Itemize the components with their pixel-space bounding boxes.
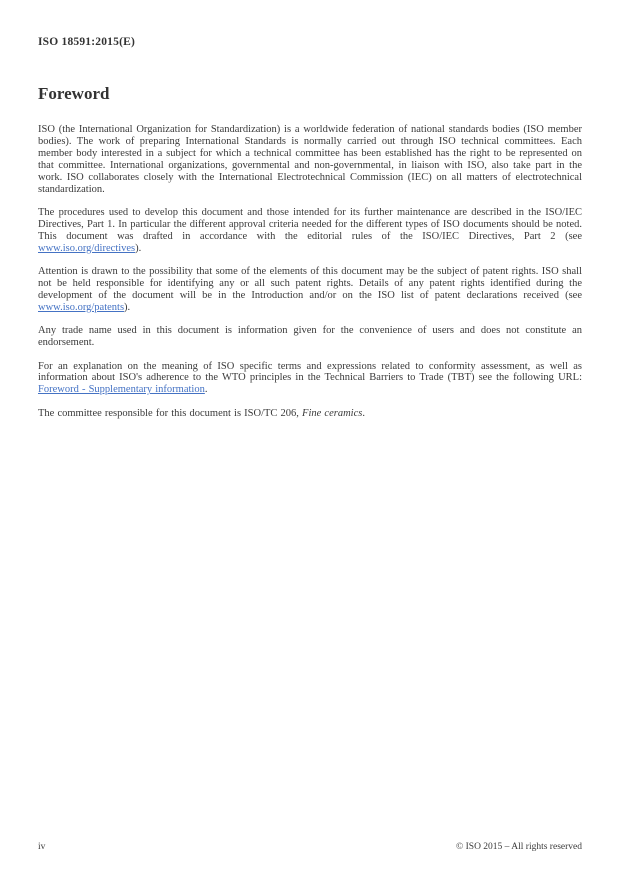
- paragraph-text: Attention is drawn to the possibility that some of the elements of this document may be the subject of patent rights. ISO shall not be held responsible for identifying any or all such patent rights. Details of any patent rights identified during the development of the document will be in the Introduction and/or on the ISO list of patent declarations received (see: [38, 266, 582, 301]
- paragraph-committee: [38, 408, 582, 420]
- paragraph-text: For an explanation on the meaning of ISO specific terms and expressions related to conformity assessment, as well as information about ISO's adherence to the WTO principles in the Technical Barriers to Trade (TBT) see the following URL:: [38, 360, 582, 384]
- paragraph-text: The committee responsible for this document is ISO/TC 206,: [38, 407, 303, 419]
- link-iso-directives[interactable]: www.iso.org/directives: [38, 242, 136, 254]
- page-title: Foreword: [38, 84, 110, 103]
- paragraph-text: ISO (the International Organization for Standardization) is a worldwide federation of national standards bodies (ISO member bodies). The work of preparing International Standards is normally carried out through ISO technical committees. Each member body interested in a subject for which a technical committee has been established has the right to be represented on that committee. International organizations, governmental and non-governmental, in liaison with ISO, also take part in the work. ISO collaborates closely with the International Electrotechnical Commission (IEC) on all matters of electrotechnical standardization.: [38, 124, 582, 195]
- paragraph-trade-name: [38, 325, 582, 349]
- paragraph-text: The procedures used to develop this document and those intended for its further maintenance are described in the ISO/IEC Directives, Part 1. In particular the different approval criteria needed for the different types of ISO documents should be noted. This document was drafted in accordance with the editorial rules of the ISO/IEC Directives, Part 2 (see: [38, 206, 582, 242]
- paragraph-procedures: [38, 207, 582, 255]
- copyright-notice: © ISO 2015 – All rights reserved: [456, 842, 582, 852]
- page-footer: [38, 842, 582, 852]
- page-content: [0, 0, 620, 420]
- page-number: iv: [38, 842, 46, 852]
- body-text: [38, 124, 582, 420]
- paragraph-text: ).: [135, 242, 142, 254]
- link-foreword-supplementary-information[interactable]: Foreword - Supplementary information: [38, 384, 205, 396]
- committee-name-italic: Fine ceramics: [302, 407, 363, 419]
- paragraph-text: Any trade name used in this document is information given for the convenience of users and does not constitute an endorsement.: [38, 325, 582, 349]
- document-reference: ISO 18591:2015(E): [38, 36, 136, 48]
- paragraph-patent-rights: [38, 266, 582, 314]
- paragraph-iso-federation: [38, 124, 582, 195]
- paragraph-text: ).: [124, 301, 131, 313]
- paragraph-wto-tbt: [38, 361, 582, 397]
- paragraph-text: .: [204, 384, 208, 396]
- paragraph-text: .: [362, 407, 365, 419]
- link-iso-patents[interactable]: www.iso.org/patents: [38, 301, 125, 313]
